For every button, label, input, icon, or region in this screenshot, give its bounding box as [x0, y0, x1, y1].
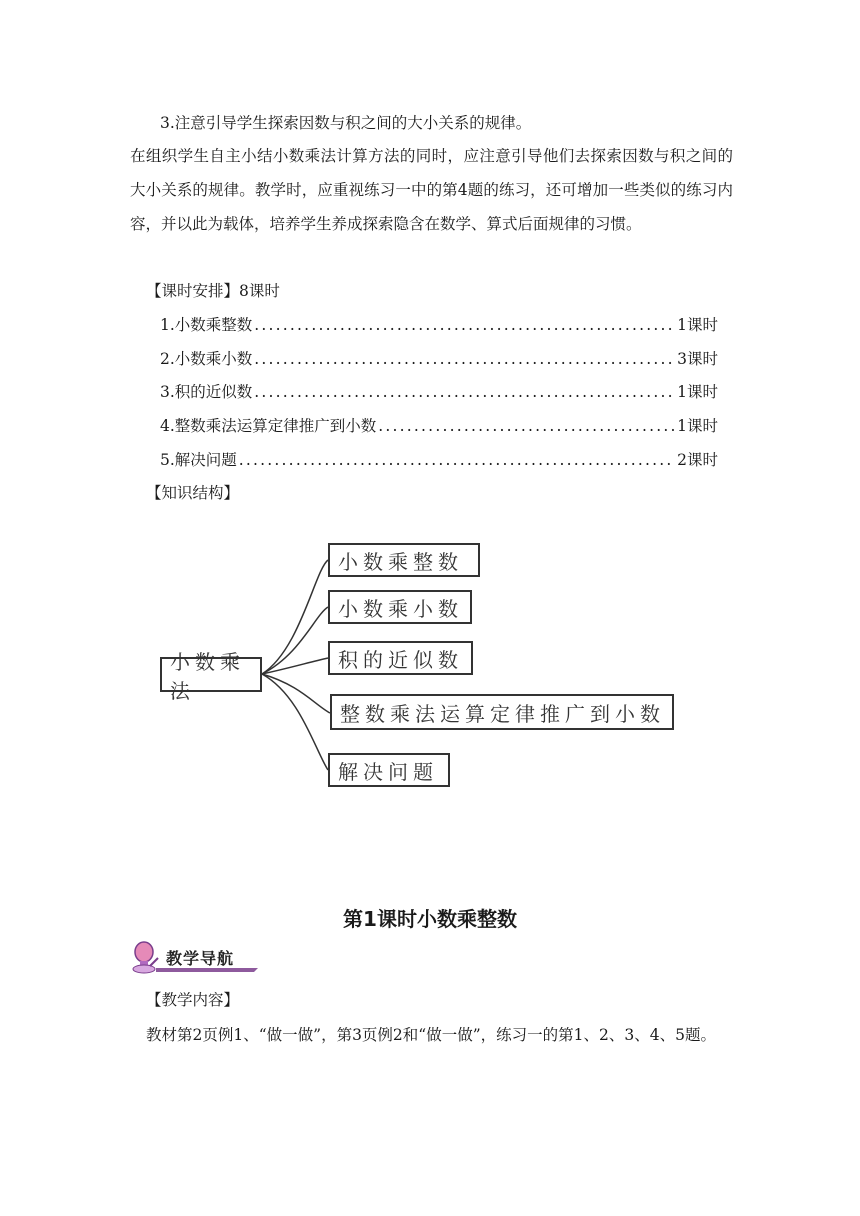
schedule-item-value: 1课时 [677, 417, 718, 435]
schedule-item [160, 449, 718, 471]
schedule-item [160, 415, 718, 437]
schedule-item-label: 4.整数乘法运算定律推广到小数 [160, 417, 377, 435]
knowledge-structure-diagram [150, 530, 690, 800]
content-body: 教材第2页例1、“做一做”，第3页例2和“做一做”，练习一的第1、2、3、4、5题。 [146, 1026, 716, 1044]
point-3-title: 3.注意引导学生探索因数与积之间的大小关系的规律。 [160, 114, 532, 132]
branch-node: 小数乘小数 [328, 590, 472, 624]
schedule-item [160, 348, 718, 370]
content-heading: 【教学内容】 [146, 991, 240, 1009]
schedule-item-label: 2.小数乘小数 [160, 350, 253, 368]
schedule-item-label: 3.积的近似数 [160, 383, 253, 401]
branch-node: 解决问题 [328, 753, 450, 787]
schedule-item-value: 2课时 [677, 451, 718, 469]
schedule-item-value: 1课时 [677, 383, 718, 401]
branch-node: 小数乘整数 [328, 543, 480, 577]
lesson-title: 第1课时小数乘整数 [343, 907, 517, 931]
connector-line [262, 607, 328, 674]
schedule-item [160, 314, 718, 336]
root-node: 小数乘法 [160, 657, 262, 692]
schedule-heading: 【课时安排】8课时 [146, 282, 280, 300]
schedule-item-label: 5.解决问题 [160, 451, 237, 469]
structure-heading: 【知识结构】 [146, 484, 240, 502]
branch-node: 积的近似数 [328, 641, 473, 675]
teaching-guide-banner [128, 938, 263, 978]
banner-label: 教学导航 [166, 949, 235, 968]
leader-dots [239, 449, 675, 471]
schedule-item [160, 381, 718, 403]
point-3-body: 在组织学生自主小结小数乘法计算方法的同时，应注意引导他们去探索因数与积之间的大小关系的规律。教学时，应重视练习一中的第4题的练习，还可增加一些类似的练习内容，并以此为载体，培养学生养成探索隐含在数学、算式后面规律的习惯。 [130, 147, 733, 233]
leader-dots [254, 381, 675, 403]
schedule-item-label: 1.小数乘整数 [160, 316, 253, 334]
leader-dots [378, 415, 675, 437]
branch-node: 整数乘法运算定律推广到小数 [330, 694, 674, 730]
schedule-item-value: 3课时 [677, 350, 718, 368]
leader-dots [254, 314, 675, 336]
leader-dots [254, 348, 675, 370]
schedule-item-value: 1课时 [677, 316, 718, 334]
